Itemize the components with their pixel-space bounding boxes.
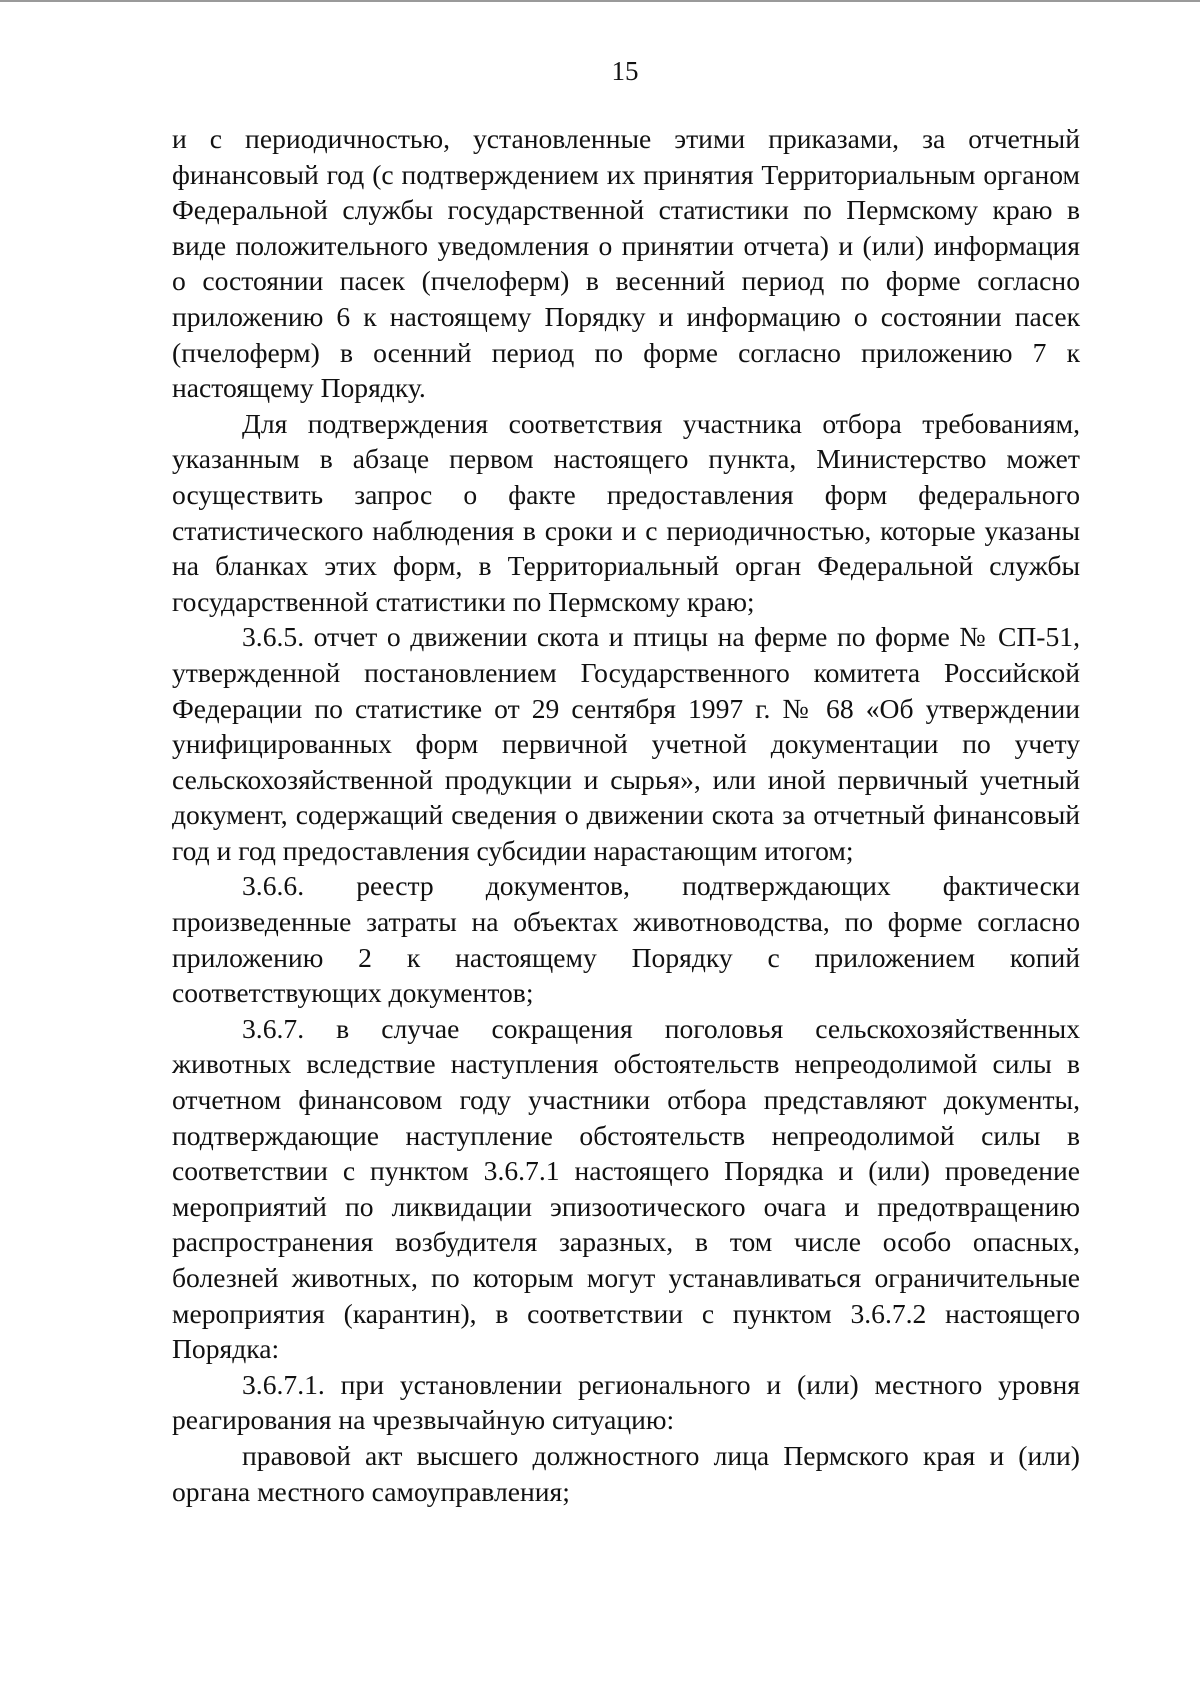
paragraph-continuation: и с периодичностью, установленные этими приказами, за отчетный финансовый год (с подтверждением их принятия Территориальным органом Федеральной службы государственной статистики по Пермскому краю в виде положительного уведомления о принятии отчета) и (или) информация о состоянии пасек (пчелоферм) в весенний период по форме согласно приложению 6 к настоящему Порядку и информацию о состоянии пасек (пчелоферм) в осенний период по форме согласно приложению 7 к настоящему Порядку. — [172, 123, 1080, 404]
paragraph-3-6-7-1: 3.6.7.1. при установлении регионального и (или) местного уровня реагирования на чрезвычайную ситуацию: — [172, 1368, 1080, 1436]
paragraph-3-6-6: 3.6.6. реестр документов, подтверждающих фактически произведенные затраты на объектах животноводства, по форме согласно приложению 2 к настоящему Порядку с приложением копий соответствующих документов; — [172, 870, 1080, 1009]
page-number: 15 — [611, 56, 639, 86]
document-body — [172, 121, 1080, 1509]
paragraph-3-6-5: 3.6.5. отчет о движении скота и птицы на ферме по форме № СП-51, утвержденной постановлением Государственного комитета Российской Федерации по статистике от 29 сентября 1997 г. № 68 «Об утверждении унифицированных форм первичной учетной документации по учету сельскохозяйственной продукции и сырья», или иной первичный учетный документ, содержащий сведения о движении скота за отчетный финансовый год и год предоставления субсидии нарастающим итогом; — [172, 621, 1080, 866]
scan-top-edge — [0, 0, 1200, 2]
paragraph-3-6-7: 3.6.7. в случае сокращения поголовья сельскохозяйственных животных вследствие наступления обстоятельств непреодолимой силы в отчетном финансовом году участники отбора представляют документы, подтверждающие наступление обстоятельств непреодолимой силы в соответствии с пунктом 3.6.7.1 настоящего Порядка и (или) проведение мероприятий по ликвидации эпизоотического очага и предотвращению распространения возбудителя заразных, в том числе особо опасных, болезней животных, по которым могут устанавливаться ограничительные мероприятия (карантин), в соответствии с пунктом 3.6.7.2 настоящего Порядка: — [172, 1012, 1080, 1365]
paragraph-verification: Для подтверждения соответствия участника отбора требованиям, указанным в абзаце первом настоящего пункта, Министерство может осуществить запрос о факте предоставления форм федерального статистического наблюдения в сроки и с периодичностью, которые указаны на бланках этих форм, в Территориальный орган Федеральной службы государственной статистики по Пермскому краю; — [172, 407, 1080, 617]
paragraph-legal-act: правовой акт высшего должностного лица Пермского края и (или) органа местного самоуправления; — [172, 1439, 1080, 1507]
